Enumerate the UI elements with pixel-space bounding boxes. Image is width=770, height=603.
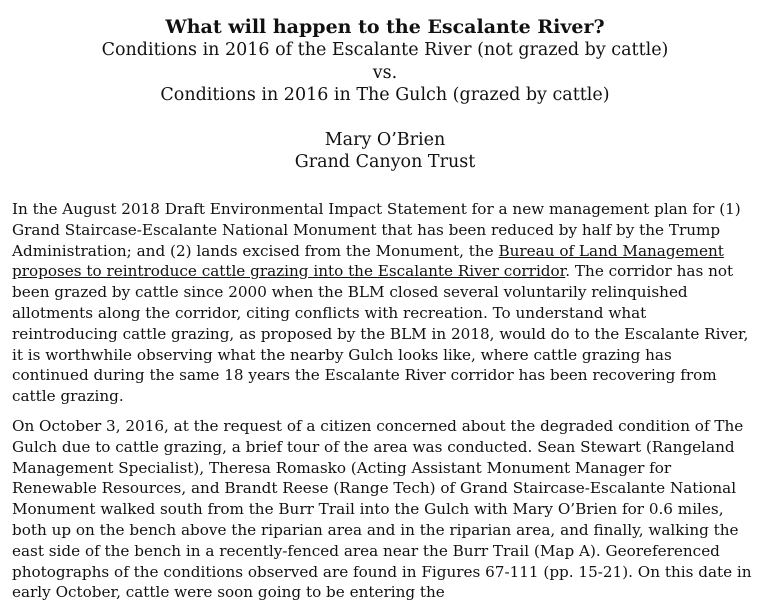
- paragraph-intro-start: In the August 2018 Draft Environmental Impact Statement for a new management plan for (1) Grand Staircase-Escalante National Monument that has been reduced by half by the Trump Administration; and (2) lands excised from the Monument, the: [12, 200, 741, 260]
- subtitle-escalante: Conditions in 2016 of the Escalante River (not grazed by cattle): [101, 40, 669, 60]
- paragraph-intro: [12, 199, 752, 407]
- subtitle-gulch: Conditions in 2016 in The Gulch (grazed by cattle): [160, 85, 610, 105]
- subtitle-versus: vs.: [372, 62, 398, 83]
- paragraph-intro-end: . The corridor has not been grazed by cattle since 2000 when the BLM closed several voluntarily relinquished allotments along the corridor, citing conflicts with recreation. To understand what reintroducing cattle grazing, as proposed by the BLM in 2018, would do to the Escalante River, it is worthwhile observing what the nearby Gulch looks like, where cattle grazing has continued during the same 18 years the Escalante River corridor has been recovering from cattle grazing.: [12, 262, 749, 406]
- author-organization: Grand Canyon Trust: [294, 152, 476, 172]
- author-block: [0, 129, 770, 174]
- document-header: [0, 0, 770, 174]
- paragraph-field-tour: On October 3, 2016, at the request of a citizen concerned about the degraded condition of The Gulch due to cattle grazing, a brief tour of the area was conducted. Sean Stewart (Rangeland Management Specialist), Theresa Romasko (Acting Assistant Monument Manager for Renewable Resources, and Brandt Reese (Range Tech) of Grand Staircase-Escalante National Monument walked south from the Burr Trail into the Gulch with Mary O’Brien for 0.6 miles, both up on the bench above the riparian area and in the riparian area, and finally, walking the east side of the bench in a recently-fenced area near the Burr Trail (Map A). Georeferenced photographs of the conditions observed are found in Figures 67-111 (pp. 15-21). On this date in early October, cattle were soon going to be entering the: [12, 416, 752, 602]
- document-title: What will happen to the Escalante River?: [165, 16, 605, 38]
- body-text: [12, 199, 752, 603]
- author-name: Mary O’Brien: [324, 129, 446, 150]
- blm-proposal-link[interactable]: Bureau of Land Management proposes to reintroduce cattle grazing into the Escalante River corridor: [12, 241, 724, 281]
